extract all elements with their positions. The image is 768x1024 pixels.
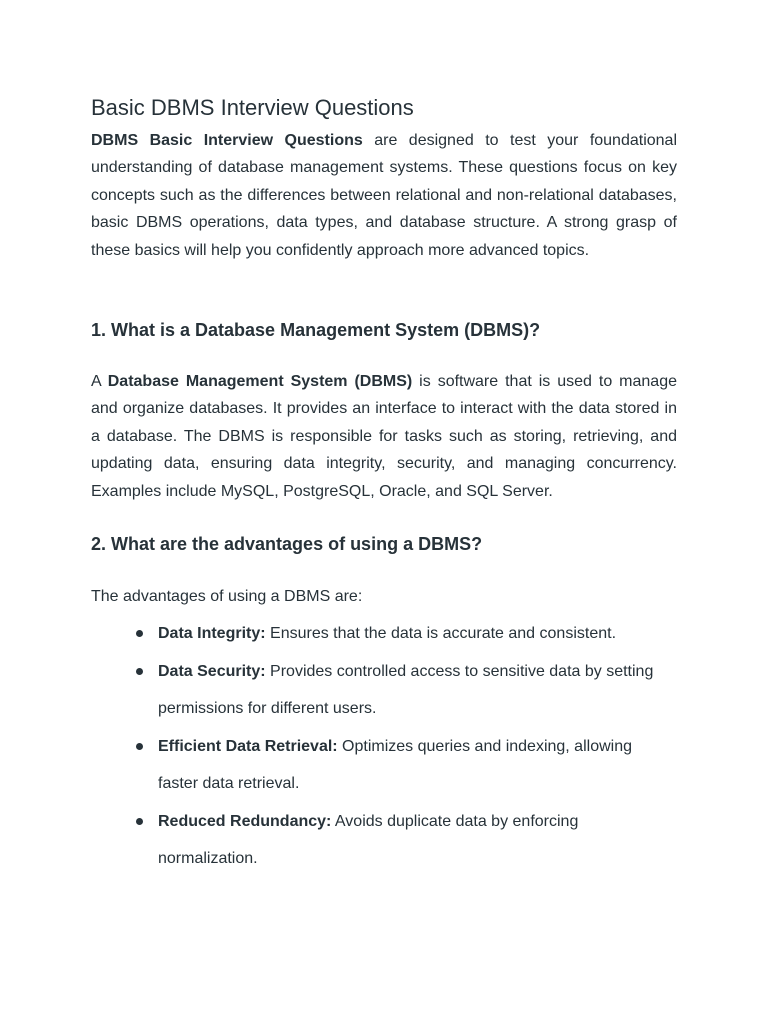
list-item — [91, 728, 677, 803]
question-1-heading: 1. What is a Database Management System (DBMS)? — [91, 320, 541, 340]
list-item-label: Data Security: — [158, 662, 266, 680]
intro-paragraph — [91, 127, 677, 264]
bullet-icon — [136, 630, 143, 637]
list-item-text: Ensures that the data is accurate and consistent. — [265, 625, 617, 642]
intro-text: are designed to test your foundational understanding of database management systems. These questions focus on key concepts such as the differences between relational and non-relational databases, basic DBMS operations, data types, and database structure. A strong grasp of these basics will help you confidently approach more advanced topics. — [91, 132, 678, 259]
list-item-text: Avoids duplicate data by enforcing normalization. — [158, 812, 579, 867]
answer-1-bold-term: Database Management System (DBMS) — [107, 373, 413, 390]
list-item-label: Efficient Data Retrieval: — [158, 737, 338, 755]
list-item-label: Data Integrity: — [158, 625, 266, 642]
bullet-icon — [136, 818, 143, 825]
list-item — [91, 803, 677, 878]
bullet-icon — [136, 668, 143, 675]
question-1-answer — [91, 368, 677, 505]
question-2-lead: The advantages of using a DBMS are: — [91, 588, 363, 605]
answer-1-text: is software that is used to manage and organize databases. It provides an interface to interact with the data stored in a database. The DBMS is responsible for tasks such as storing, retrieving, and updating data, ensuring data integrity, security, and managing concurrency. Examples include MySQL, PostgreSQL, Oracle, and SQL Server. — [91, 373, 678, 500]
page-title: Basic DBMS Interview Questions — [91, 95, 414, 120]
answer-1-prefix: A — [91, 373, 108, 390]
intro-bold-term: DBMS Basic Interview Questions — [91, 132, 363, 149]
list-item — [91, 615, 677, 653]
advantages-list — [91, 615, 677, 878]
list-item-text: Optimizes queries and indexing, allowing faster data retrieval. — [158, 737, 632, 792]
bullet-icon — [136, 743, 143, 750]
list-item-text: Provides controlled access to sensitive data by setting permissions for different users. — [158, 662, 654, 717]
list-item-label: Reduced Redundancy: — [158, 812, 332, 830]
list-item — [91, 653, 677, 728]
question-2-heading: 2. What are the advantages of using a DBMS? — [91, 534, 483, 554]
